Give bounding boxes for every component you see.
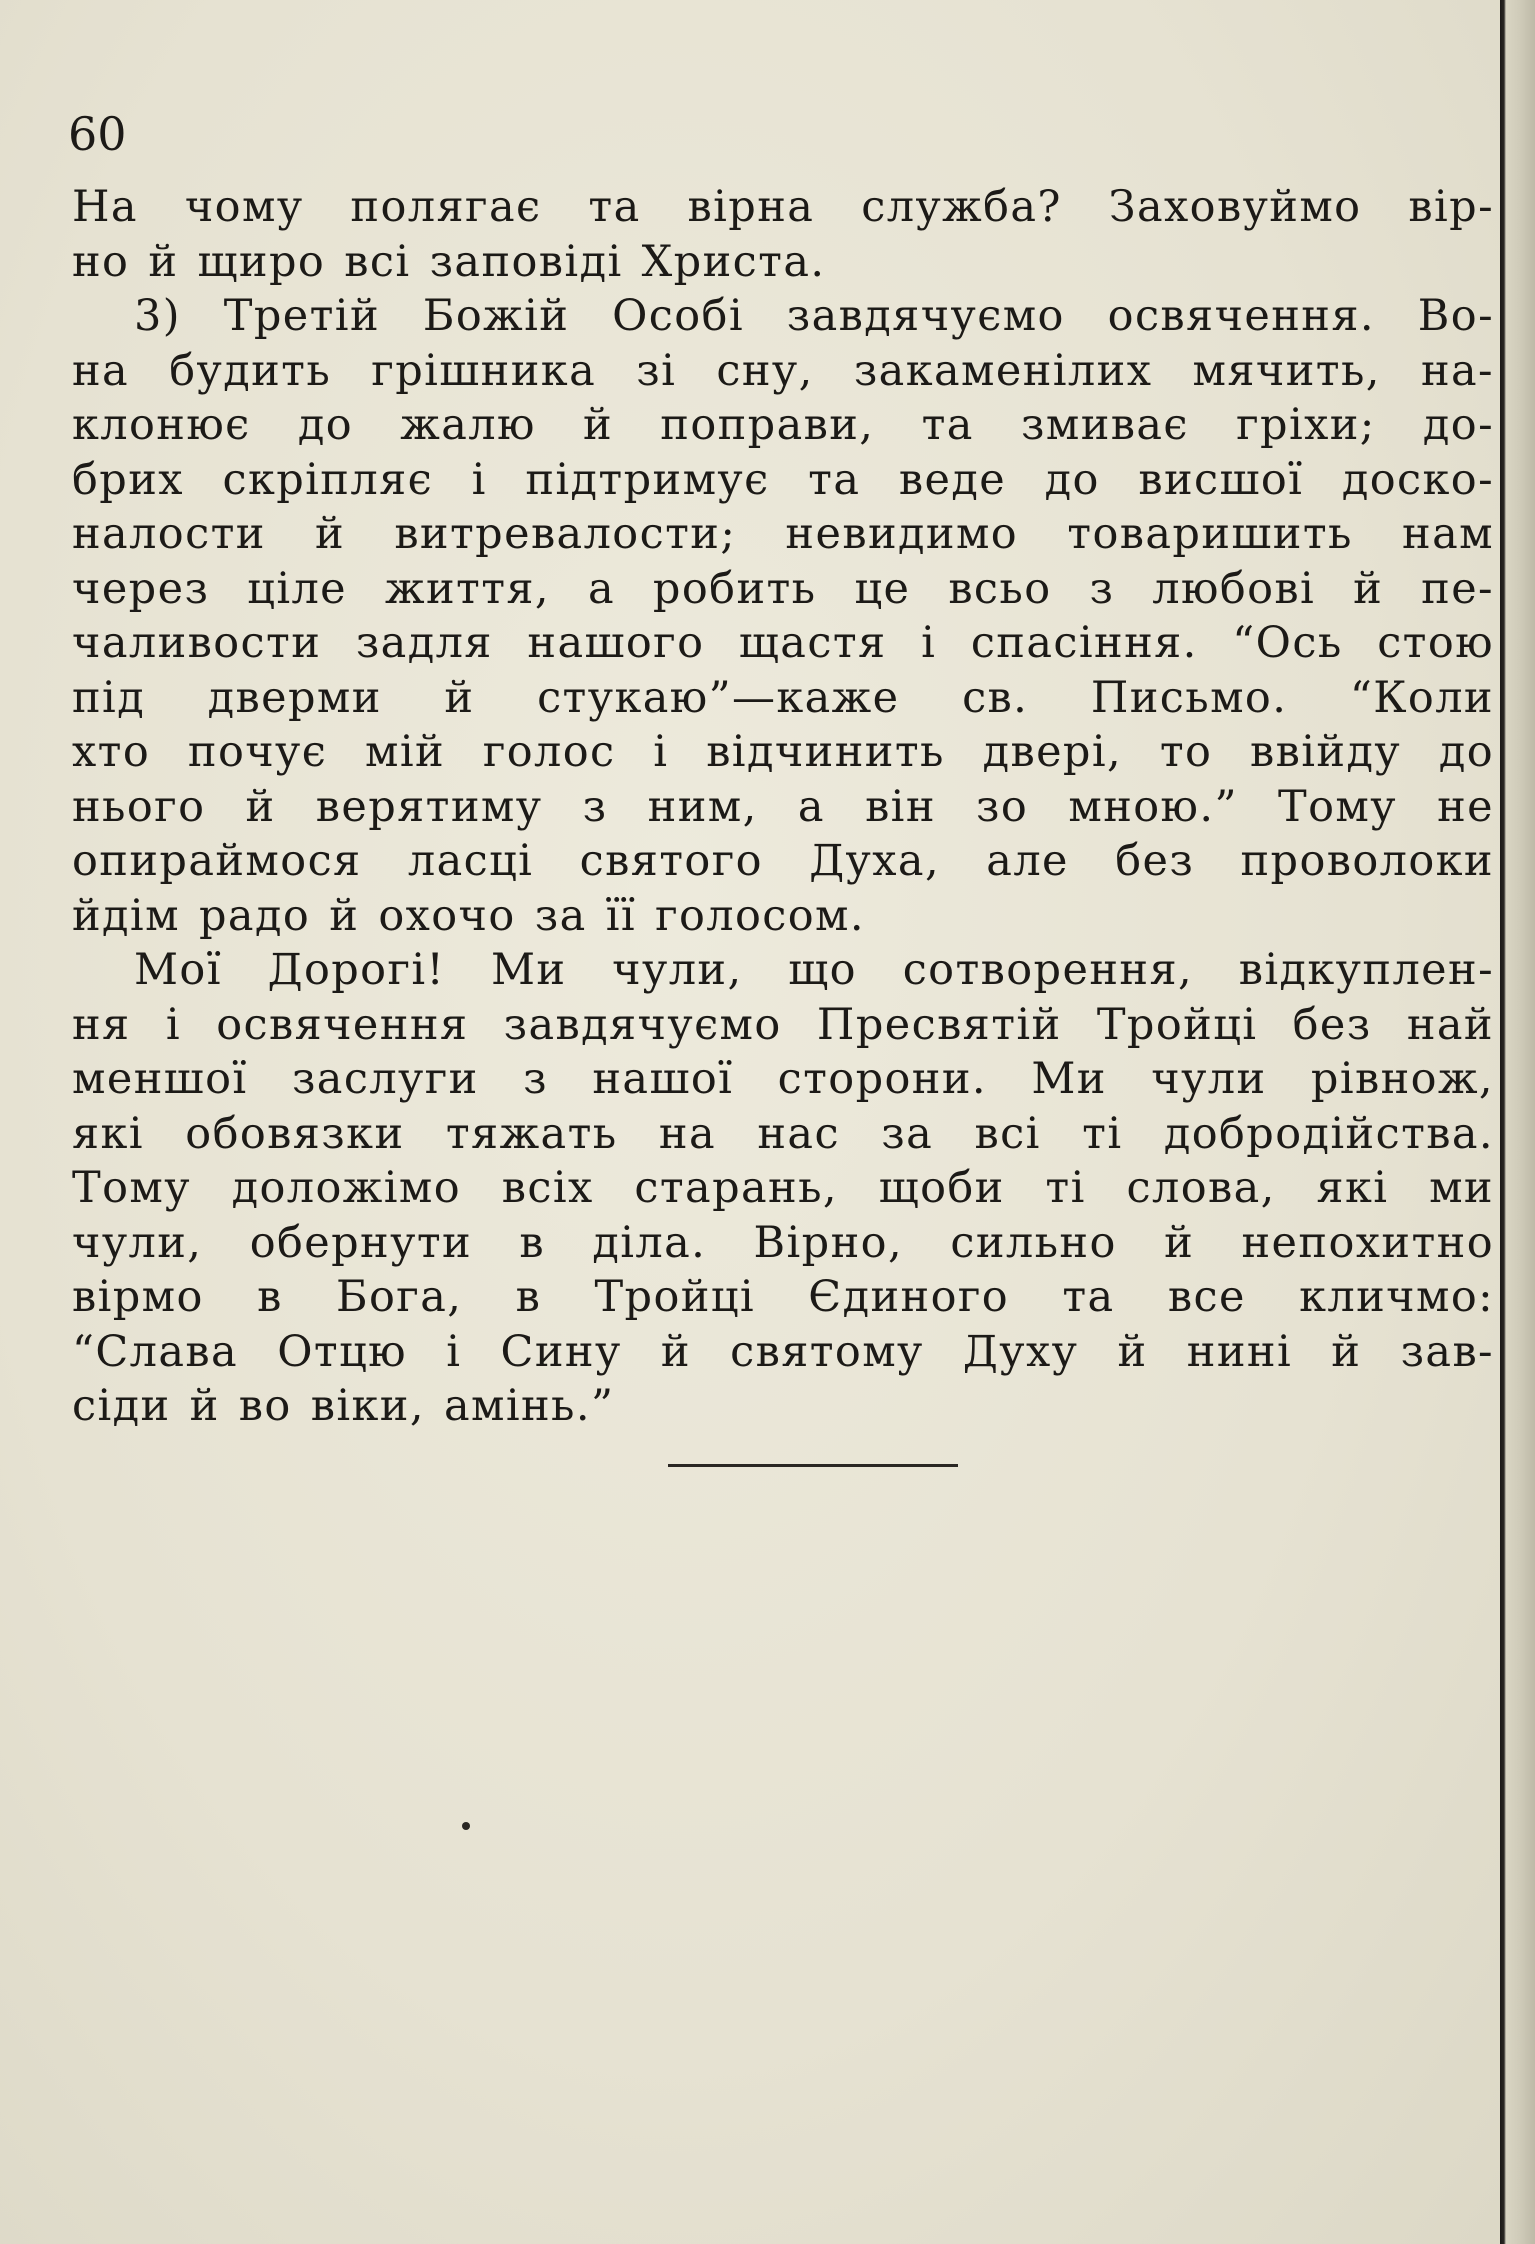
text-line: під дверми й стукаю”—каже св. Письмо. “Коли xyxy=(72,672,1494,723)
section-separator xyxy=(668,1464,958,1467)
book-binding-edge xyxy=(1500,0,1535,2244)
text-line: 3) Третій Божій Особі завдячуємо освячення. Во- xyxy=(134,291,1494,341)
text-line: опираймося ласці святого Духа, але без проволоки xyxy=(72,836,1494,886)
page-number: 60 xyxy=(68,107,127,161)
text-line: брих скріпляє і підтримує та веде до висшої доско- xyxy=(72,454,1494,505)
text-line: через ціле життя, а робить це всьо з любові й пе- xyxy=(72,563,1494,614)
text-line: хто почує мій голос і відчинить двері, то ввійду до xyxy=(72,727,1494,777)
text-line: на будить грішника зі сну, закаменілих мячить, на- xyxy=(72,345,1494,396)
text-line: сіди й во віки, амінь.” xyxy=(72,1381,615,1431)
text-line: На чому полягає та вірна служба? Заховуймо вір- xyxy=(72,182,1494,232)
text-line: чаливости задля нашого щастя і спасіння. “Ось стою xyxy=(72,618,1494,668)
text-line: Мої Дорогі! Ми чули, що сотворення, відкуплен- xyxy=(134,945,1494,995)
text-line: “Слава Отцю і Сину й святому Духу й нині й зав- xyxy=(72,1326,1494,1377)
text-line: Тому доложімо всіх старань, щоби ті слова, які ми xyxy=(72,1163,1494,1213)
text-line: йдім радо й охочо за її голосом. xyxy=(72,890,865,941)
text-line: нього й верятиму з ним, а він зо мною.” Тому не xyxy=(72,781,1494,832)
print-speck xyxy=(462,1822,470,1830)
text-line: ня і освячення завдячуємо Пресвятій Тройці без най xyxy=(72,999,1494,1050)
text-line: клонює до жалю й поправи, та змиває гріхи; до- xyxy=(72,400,1494,450)
text-line: меншої заслуги з нашої сторони. Ми чули рівнож, xyxy=(72,1054,1494,1104)
text-line: но й щиро всі заповіді Христа. xyxy=(72,236,826,287)
text-line: вірмо в Бога, в Тройці Єдиного та все кличмо: xyxy=(72,1272,1494,1322)
text-line: налости й витревалости; невидимо товаришить нам xyxy=(72,509,1494,559)
text-line: які обовязки тяжать на нас за всі ті добродійства. xyxy=(72,1108,1494,1159)
body-text xyxy=(72,180,1494,1434)
text-line: чули, обернути в діла. Вірно, сильно й непохитно xyxy=(72,1217,1494,1268)
